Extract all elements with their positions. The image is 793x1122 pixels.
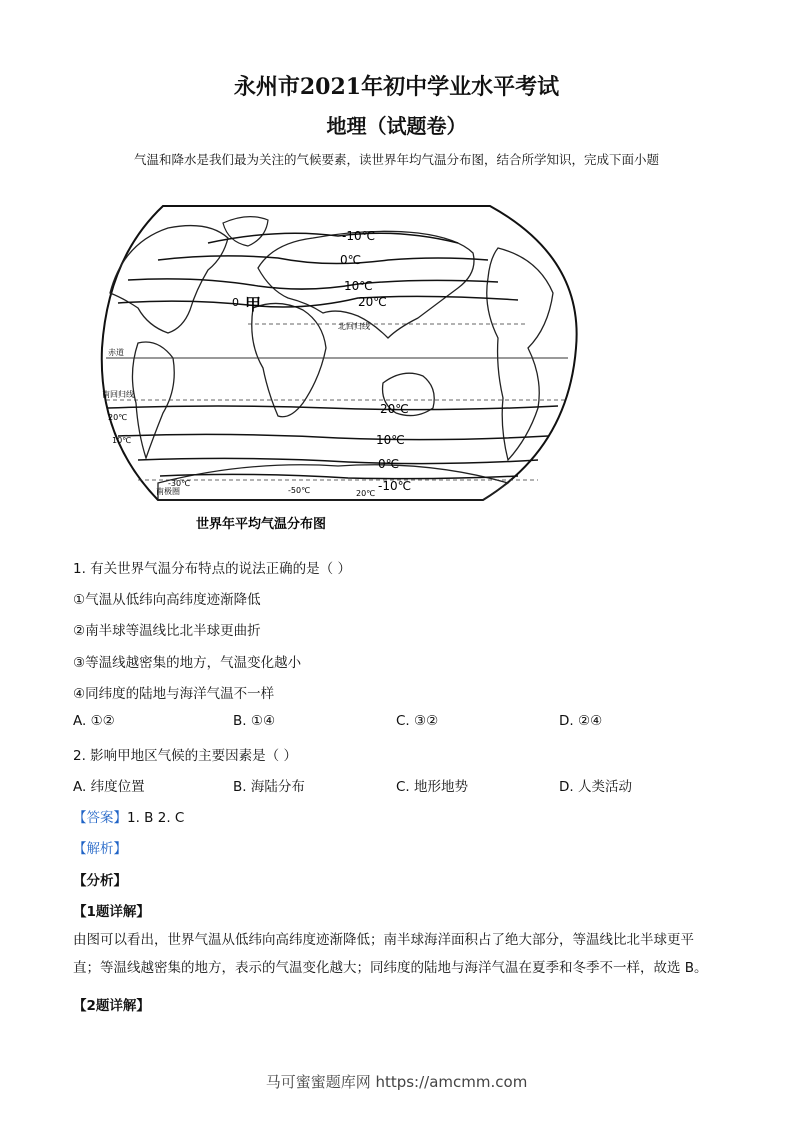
label-m30: -30℃ (168, 479, 191, 488)
detail1-label: 【1题详解】 (73, 904, 150, 920)
isotherm-s-20 (108, 406, 558, 410)
q1-statement-4: ④同纬度的陆地与海洋气温不一样 (73, 686, 275, 702)
q2-option-b: B. 海陆分布 (233, 779, 305, 795)
q1-statement-1: ①气温从低纬向高纬度迹渐降低 (73, 592, 261, 608)
answer-text: 1. B 2. C (127, 810, 185, 826)
q1-option-b: B. ①④ (233, 713, 276, 729)
isotherm-n-10 (128, 279, 498, 289)
q2-stem: 2. 影响甲地区气候的主要因素是（ ） (73, 748, 297, 764)
label-tropic-north: 北回归线 (338, 322, 370, 331)
label-s20-left: 20℃ (108, 413, 128, 422)
analysis-label: 【解析】 (73, 841, 127, 857)
label-equator: 赤道 (108, 348, 124, 357)
label-s-10: 10℃ (376, 433, 405, 447)
q2-option-c: C. 地形地势 (396, 779, 469, 795)
map-caption: 世界年平均气温分布图 (196, 517, 327, 532)
label-n-20: 20℃ (358, 295, 387, 309)
q1-stem: 1. 有关世界气温分布特点的说法正确的是（ ） (73, 561, 351, 577)
label-s-20: 20℃ (380, 402, 409, 416)
south-america-shape (132, 342, 174, 458)
right-america-shape (487, 248, 553, 460)
detail2-label: 【2题详解】 (73, 998, 150, 1014)
q1-statement-2: ②南半球等温线比北半球更曲折 (73, 623, 261, 639)
fenxi-label: 【分析】 (73, 873, 127, 889)
label-n-10: 10℃ (344, 279, 373, 293)
q1-option-c: C. ③② (396, 713, 439, 729)
label-zero-small: 0 (232, 296, 239, 309)
exam-subtitle: 地理（试题卷） (326, 114, 467, 138)
q2-option-d: D. 人类活动 (559, 779, 632, 795)
label-s10-left: 10℃ (112, 436, 132, 445)
label-antarctic: 南极圈 (156, 487, 180, 496)
detail1-body (73, 926, 723, 982)
footer-watermark: 马可蜜蜜题库网 https://amcmm.com (265, 1073, 528, 1091)
label-m50: -50℃ (288, 486, 311, 495)
label-n-minus10: -10℃ (342, 229, 376, 243)
label-s-0: 0℃ (378, 457, 400, 471)
isotherm-s-minus10 (160, 474, 518, 478)
detail1-line-2: 直；等温线越密集的地方，表示的气温变化越大；同纬度的陆地与海洋气温在夏季和冬季不一样，故选 B。 (73, 960, 708, 976)
answer-label: 【答案】 (73, 810, 127, 826)
greenland-shape (223, 217, 268, 246)
q1-option-d: D. ②④ (559, 713, 603, 729)
isotherm-n-20 (118, 296, 518, 307)
intro-text: 气温和降水是我们最为关注的气候要素，读世界年均气温分布图，结合所学知识，完成下面小题 (133, 152, 659, 167)
exam-title: 永州市2021年初中学业水平考试 (233, 74, 560, 100)
answer-row (73, 806, 184, 826)
isotherm-s-0 (138, 458, 538, 463)
world-temperature-map (98, 198, 584, 538)
label-n-0: 0℃ (340, 253, 362, 267)
label-s-minus10: -10℃ (378, 479, 412, 493)
label-tropic-south: 南回归线 (102, 390, 134, 399)
detail1-line-1: 由图可以看出，世界气温从低纬向高纬度迹渐降低；南半球海洋面积占了绝大部分，等温线比北半球更平 (73, 932, 694, 948)
isotherm-n-0 (158, 256, 488, 264)
q2-option-a: A. 纬度位置 (73, 779, 145, 795)
antarctica-shape (158, 465, 508, 500)
label-point-jia: 甲 (245, 295, 262, 314)
q1-statement-3: ③等温线越密集的地方，气温变化越小 (73, 655, 302, 671)
isotherm-n-minus10 (208, 233, 458, 243)
isotherm-s-10 (118, 434, 548, 439)
label-s20-right: 20℃ (356, 489, 376, 498)
q1-option-a: A. ①② (73, 713, 115, 729)
